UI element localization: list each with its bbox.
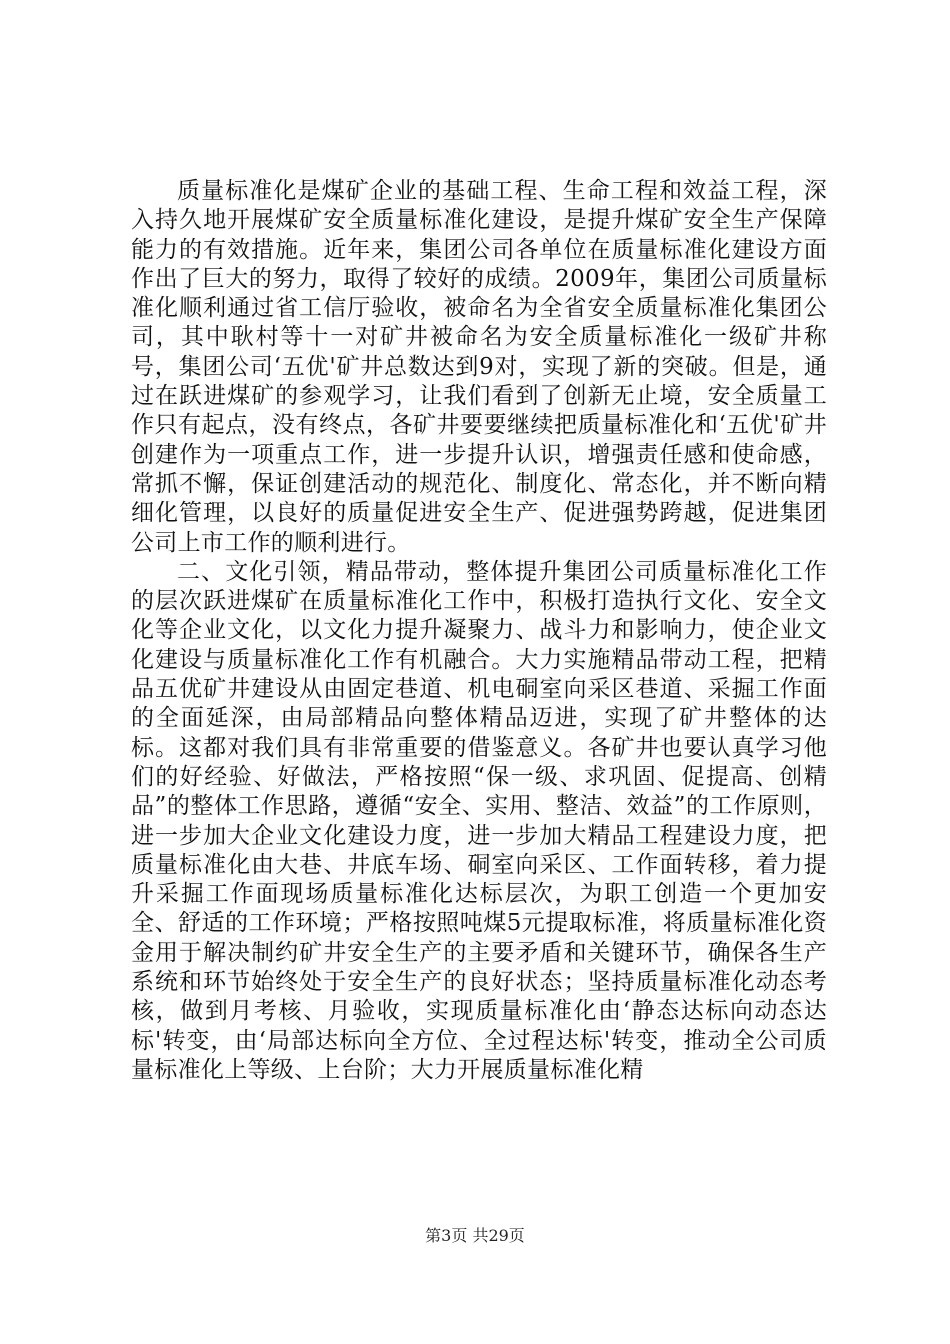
page-number-footer: 第3页 共29页 (425, 1226, 525, 1245)
paragraph-1: 质量标准化是煤矿企业的基础工程、生命工程和效益工程，深入持久地开展煤矿安全质量标准化建设，是提升煤矿安全生产保障能力的有效措施。近年来，集团公司各单位在质量标准化建设方面作出了巨大的努力，取得了较好的成绩。2009年，集团公司质量标准化顺利通过省工信厅验收，被命名为全省安全质量标准化集团公司，其中耿村等十一对矿井被命名为安全质量标准化一级矿井称号，集团公司‘五优'矿井总数达到9对，实现了新的突破。但是，通过在跃进煤矿的参观学习，让我们看到了创新无止境，安全质量工作只有起点，没有终点，各矿井要要继续把质量标准化和‘五优'矿井创建作为一项重点工作，进一步提升认识，增强责任感和使命感，常抓不懈，保证创建活动的规范化、制度化、常态化，并不断向精细化管理，以良好的质量促进安全生产、促进强势跨越，促进集团公司上市工作的顺利进行。 (131, 178, 827, 556)
body-text (131, 177, 827, 1085)
paragraph-2: 二、文化引领，精品带动，整体提升集团公司质量标准化工作的层次跃进煤矿在质量标准化工作中，积极打造执行文化、安全文化等企业文化，以文化力提升凝聚力、战斗力和影响力，使企业文化建设与质量标准化工作有机融合。大力实施精品带动工程，把精品五优矿井建设从由固定巷道、机电硐室向采区巷道、采掘工作面的全面延深，由局部精品向整体精品迈进，实现了矿井整体的达标。这都对我们具有非常重要的借鉴意义。各矿井也要认真学习他们的好经验、好做法，严格按照“保一级、求巩固、促提高、创精品”的整体工作思路，遵循“安全、实用、整洁、效益”的工作原则，进一步加大企业文化建设力度，进一步加大精品工程建设力度，把质量标准化由大巷、井底车场、硐室向采区、工作面转移，着力提升采掘工作面现场质量标准化达标层次，为职工创造一个更加安全、舒适的工作环境；严格按照吨煤5元提取标准，将质量标准化资金用于解决制约矿井安全生产的主要矛盾和关键环节，确保各生产系统和环节始终处于安全生产的良好状态；坚持质量标准化动态考核，做到月考核、月验收，实现质量标准化由‘静态达标向动态达标'转变，由‘局部达标向全方位、全过程达标'转变，推动全公司质量标准化上等级、上台阶；大力开展质量标准化精 (131, 558, 827, 1083)
